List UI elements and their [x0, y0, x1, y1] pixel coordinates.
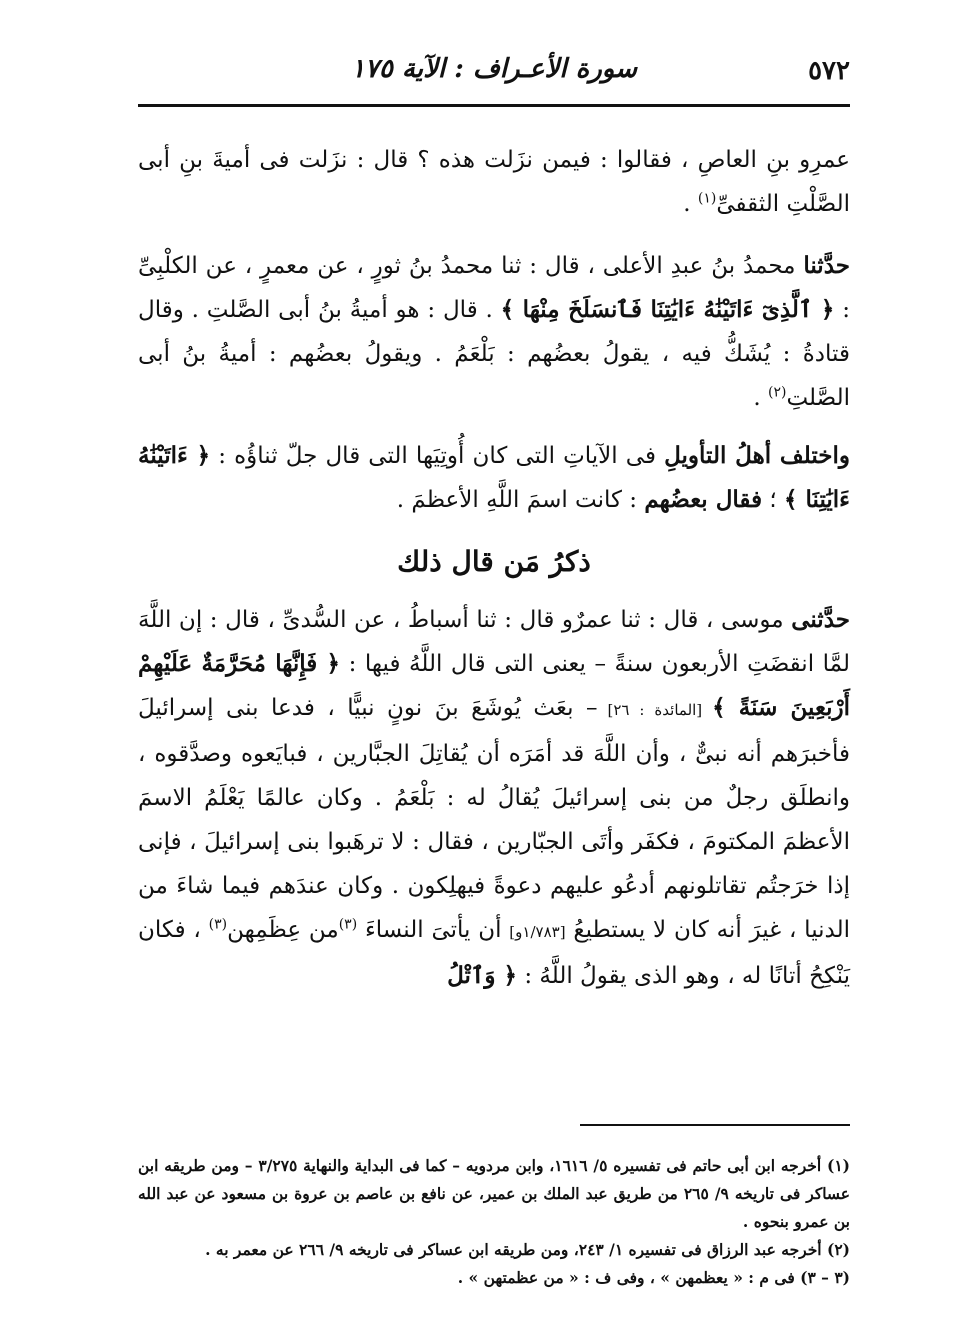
manuscript-reference: [١/٧٨٣و]	[509, 923, 566, 941]
paragraph-3-text-a: فى الآياتِ التى كان أُوتِيَها التى قال جلّ ثناؤُه :	[210, 443, 665, 469]
paragraph-1-end: .	[683, 191, 698, 217]
paragraph-2-end: .	[753, 385, 768, 411]
section-heading: ذكرُ مَن قال ذلك	[397, 545, 591, 578]
footnote-1: (١) أخرجه ابن أبى حاتم فى تفسيره ٥/ ١٦١٦، وابن مردويه – كما فى البداية والنهاية ٣/٢٧٥ – ومن طريقه ابن عساكر فى تاريخه ٩/ ٢٦٥ من طريق عبد الملك بن عمير، عن نافع بن عاصم بن عروة بن مسعود عن عبد الله بن عمرو بنحوه .	[138, 1156, 850, 1231]
paragraph-1-text: عمرِو بنِ العاصِ ، فقالوا : فيمن نزَلت هذه ؟ قال : نزَلت فى أميةَ بنِ أبى الصَّلْتِ الثقفىِّ	[138, 147, 850, 217]
paragraph-2-lead: حدَّثنا	[803, 252, 850, 279]
paragraph-3-lead-2: فقال بعضُهم	[644, 486, 763, 513]
quran-quote-3: ﴿ فَإِنَّهَا مُحَرَّمَةٌ عَلَيْهِمْ أَرْبَعِينَ سَنَةً ﴾	[138, 650, 850, 721]
footnotes	[138, 1152, 850, 1292]
paragraph-4-text-c: أن يأتىَ النساءَ	[357, 917, 510, 943]
footnote-marker-1: (١)	[697, 190, 717, 207]
paragraph-2-text-a: محمدُ بنُ عبدِ الأعلى ، قال : ثنا محمدُ بنُ ثورٍ ، عن معمرٍ ، عن الكلْبِىِّ :	[138, 253, 851, 323]
paragraph-4-text-e: ، فكان يَنْكِحُ أتانًا له ، وهو الذى يقولُ اللَّهُ :	[138, 917, 850, 989]
paragraph-2-text-b: . قال : هو أميةُ بنُ أبى الصَّلتِ . وقال قتادةُ : يُشَكُّ فيه ، يقولُ بعضُهم : بَلْعَمُ . ويقولُ بعضُهم : أميةُ بنُ أبى الصَّلتِ	[138, 297, 850, 411]
paragraph-3	[138, 434, 850, 522]
footnote-marker-2: (٢)	[767, 384, 787, 401]
main-text	[138, 138, 850, 1012]
paragraph-4-text-a: موسى ، قال : ثنا عمرٌو قال : ثنا أسباطُ ، عن السُّدىِّ ، قال : إن اللَّهَ لمَّا انقضَتِ الأربعون سنةً – يعنى التى قال اللَّهُ فيها :	[138, 607, 850, 677]
paragraph-2	[138, 244, 850, 420]
paragraph-4-text-b: – بعَث يُوشَعَ بنَ نونٍ نبيًّا ، فدعا بنى إسرائيلَ فأخبرَهم أنه نبىٌّ ، وأن اللَّهَ قد أمَرَه أن يُقاتِلَ الجبَّارين ، فبايَعوه وصدَّقوه ، وانطلَق رجلٌ من بنى إسرائيلَ يُقالُ له : بَلْعَمُ . وكان عالمًا يَعْلَمُ الاسمَ الأعظمَ المكتومَ ، فكفَر وأتَى الجبّارين ، فقال : لا ترهَبوا بنى إسرائيلَ ، فإنى إذا خرَجتُم تقاتلونهم أدعُو عليهم دعوةً فيهلِكون . وكان عندَهم فيما شاءَ من الدنيا ، غيرَ أنه كان لا يستطيعُ	[138, 695, 851, 943]
footnote-2: (٢) أخرجه عبد الرزاق فى تفسيره ١/ ٢٤٣، ومن طريقه ابن عساكر فى تاريخه ٩/ ٢٦٦ عن معمر به .	[205, 1240, 850, 1259]
footnote-rule	[580, 1124, 850, 1126]
paragraph-3-text-c: : كانت اسمَ اللَّهِ الأعظمَ .	[396, 487, 645, 513]
page-header	[138, 52, 850, 96]
paragraph-3-lead: واختلف أهلُ التأويلِ	[664, 442, 850, 469]
quran-quote-4: ﴿ وَٱتْلُ	[447, 962, 518, 989]
paragraph-4	[138, 598, 850, 998]
surah-reference: [المائدة : ٢٦]	[597, 701, 713, 719]
running-title: سورة الأعـراف : الآية ١٧٥	[350, 54, 638, 84]
quran-quote-1: ﴿ ٱلَّذِىٓ ءَاتَيْنَٰهُ ءَايَٰتِنَا فَٱنسَلَخَ مِنْهَا ﴾	[500, 296, 835, 323]
paragraph-4-lead: حدَّثنى	[791, 606, 850, 633]
paragraph-1	[138, 138, 850, 226]
footnote-marker-3a: (٣)	[338, 916, 358, 933]
page-number: ٥٧٢	[808, 56, 850, 86]
paragraph-3-text-b: ؛	[762, 487, 785, 513]
quran-quote-2: ﴿ ءَاتَيْنَٰهُ ءَايَٰتِنَا ﴾	[138, 442, 850, 513]
footnote-3: (٣ – ٣) فى م : « يعظمهن » ، وفى ف : « من عظمتهن » .	[457, 1268, 850, 1287]
footnote-marker-3b: (٣)	[208, 916, 228, 933]
paragraph-4-text-d: من عِظَمِهن	[227, 917, 339, 943]
header-rule	[138, 104, 850, 107]
